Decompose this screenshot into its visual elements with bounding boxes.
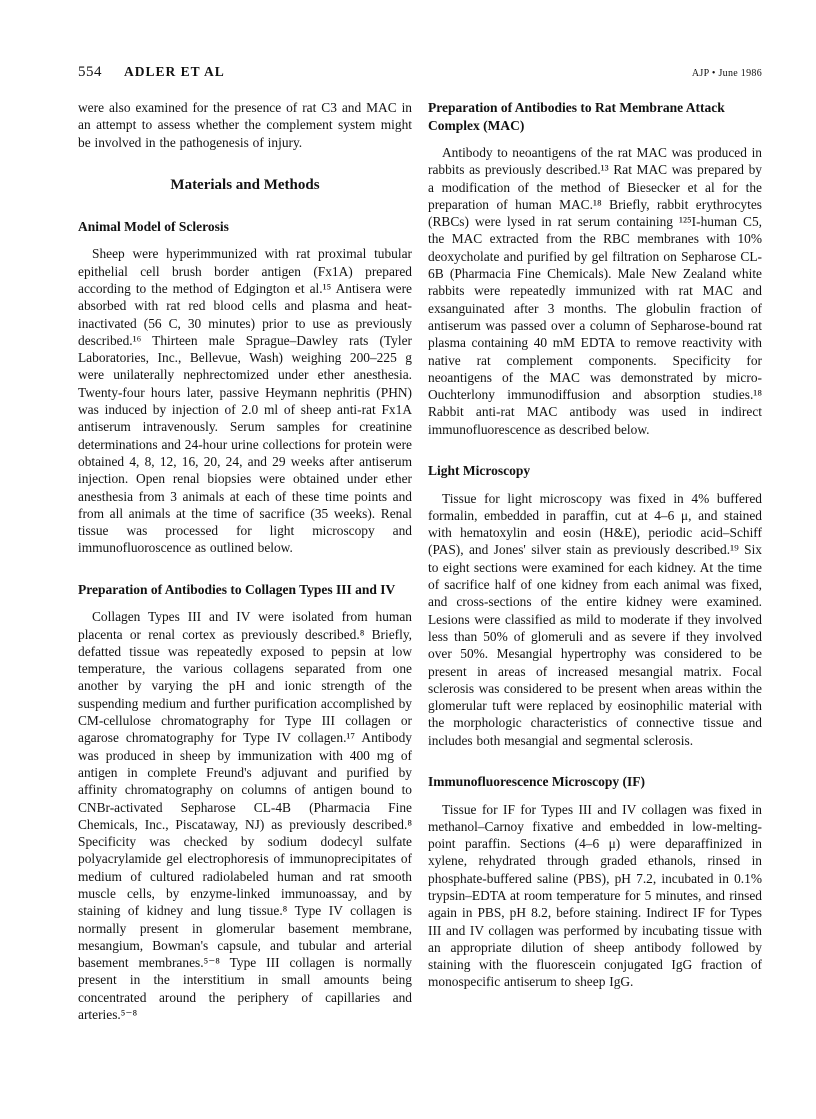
subsection-heading-immunofluorescence-microscopy: Immunofluorescence Microscopy (IF) [428, 774, 645, 789]
paragraph-collagen-antibodies: Collagen Types III and IV were isolated from human placenta or renal cortex as previously described.⁸ Briefly, defatted tissue was repeatedly exposed to pepsin at low temperature, the various collagens separated from one another by varying the pH and ionic strength of the suspending medium and further purification accomplished by CM-cellulose chromatography for Type III collagen or agarose chromatography for Type IV collagen.¹⁷ Antibody was produced in sheep by immunization with 400 mg of antigen in complete Freund's adjuvant and purified by affinity chromatography on columns of antigen bound to CNBr-activated Sepharose CL-4B (Pharmacia Fine Chemicals, Inc., Piscataway, NJ) as previously described.⁸ Specificity was checked by sodium dodecyl sulfate polyacrylamide gel electrophoresis of immunoprecipitates of medium of cultured radiolabeled human and rat smooth muscle cells, by enzyme-linked immunoassay, and by staining of kidney and lung tissue.⁸ Type IV collagen is normally present in glomerular basement membrane, mesangium, Bowman's capsule, and tubular and arterial basement membranes.⁵⁻⁸ Type III collagen is normally present in the interstitium in small amounts being concentrated around the periphery of capillaries and arteries.⁵⁻⁸ [78, 609, 412, 1023]
intro-paragraph: were also examined for the presence of rat C3 and MAC in an attempt to assess whether the complement system might be involved in the pathogenesis of injury. [78, 100, 412, 150]
paragraph-immunofluorescence-microscopy: Tissue for IF for Types III and IV collagen was fixed in methanol–Carnoy fixative and embedded in low-melting-point paraffin. Sections (4–6 μ) were deparaffinized in xylene, rehydrated through graded ethanols, rinsed in phosphate-buffered saline (PBS), pH 7.2, incubated in 0.1% trypsin–EDTA at room temperature for 5 minutes, and rinsed again in PBS, pH 8.2, before staining. Indirect IF for Types III and IV collagen was performed by incubating tissue with an appropriate dilution of sheep antibody followed by staining with the fluorescein conjugated IgG fraction of monospecific antiserum to sheep IgG. [428, 801, 762, 990]
right-column [428, 99, 762, 1023]
header-left-group [78, 64, 225, 81]
page-number: 554 [78, 64, 102, 80]
journal-citation: AJP • June 1986 [691, 68, 762, 79]
subsection-heading-collagen-antibodies: Preparation of Antibodies to Collagen Types III and IV [78, 581, 396, 597]
left-column [78, 99, 412, 1023]
running-title: ADLER ET AL [124, 64, 225, 79]
two-column-layout [78, 99, 762, 1023]
section-heading-materials-and-methods: Materials and Methods [170, 176, 320, 193]
page-header [78, 64, 762, 81]
paragraph-light-microscopy: Tissue for light microscopy was fixed in 4% buffered formalin, embedded in paraffin, cut at 4–6 μ, and stained with hematoxylin and eosin (H&E), periodic acid–Schiff (PAS), and Jones' silver stain as previously described.¹⁹ Six to eight sections were examined for each kidney. At the time of sacrifice half of one kidney from each animal was fixed, and cross-sections of the entire kidney were examined. Lesions were classified as mild to moderate if they involved less than 50% of glomeruli and as severe if they involved over 50%. Mesangial hypertrophy was considered to be present in areas of increased mesangial matrix. Focal sclerosis was considered to be present when areas within the glomerular tuft were replaced by eosinophilic material with the morphologic characteristics of connective tissue and includes both mesangial and segmental sclerosis. [428, 490, 762, 748]
subsection-heading-animal-model-of-sclerosis: Animal Model of Sclerosis [78, 218, 229, 234]
subsection-heading-mac-antibodies: Preparation of Antibodies to Rat Membrane Attack Complex (MAC) [428, 100, 725, 133]
paragraph-mac-antibodies: Antibody to neoantigens of the rat MAC was produced in rabbits as previously described.¹³ Rat MAC was prepared by a modification of the method of Biesecker et al for the preparation of human MAC.¹⁸ Briefly, rabbit erythrocytes (RBCs) were lysed in rat serum containing ¹²⁵I-human C5, the MAC extracted from the RBC membranes with 10% deoxycholate and purified by gel filtration on Sepharose CL-6B (Pharmacia Fine Chemicals). Male New Zealand white rabbits were repeatedly immunized with rat MAC and exsanguinated after 3 months. The globulin fraction of antiserum was passed over a column of Sepharose-bound rat plasma containing 40 mM EDTA to remove reactivity with native rat complement components. Specificity for neoantigens of the MAC was demonstrated by micro-Ouchterlony immunodiffusion and absorption studies.¹⁸ Rabbit anti-rat MAC antibody was used in indirect immunofluorescence as described below. [428, 145, 762, 437]
subsection-heading-light-microscopy: Light Microscopy [428, 463, 531, 479]
paragraph-animal-model: Sheep were hyperimmunized with rat proximal tubular epithelial cell brush border antigen (Fx1A) prepared according to the method of Edgington et al.¹⁵ Antisera were absorbed with rat red blood cells and plasma and heat-inactivated (56 C, 30 minutes) prior to use as previously described.¹⁶ Thirteen male Sprague–Dawley rats (Tyler Laboratories, Inc., Bellevue, Wash) weighing 200–225 g were unilaterally nephrectomized under ether anesthesia. Twenty-four hours later, passive Heymann nephritis (PHN) was induced by injection of 2.0 ml of sheep anti-rat Fx1A antiserum intravenously. Serum samples for creatinine determinations and 24-hour urine collections for protein were obtained 4, 8, 12, 16, 20, 24, and 29 weeks after antiserum injection. Open renal biopsies were obtained under ether anesthesia from 3 animals at each of these time points and from all animals at the time of sacrifice (35 weeks). Renal tissue was processed for light microscopy and immunofluoroscence as outlined below. [78, 246, 412, 556]
